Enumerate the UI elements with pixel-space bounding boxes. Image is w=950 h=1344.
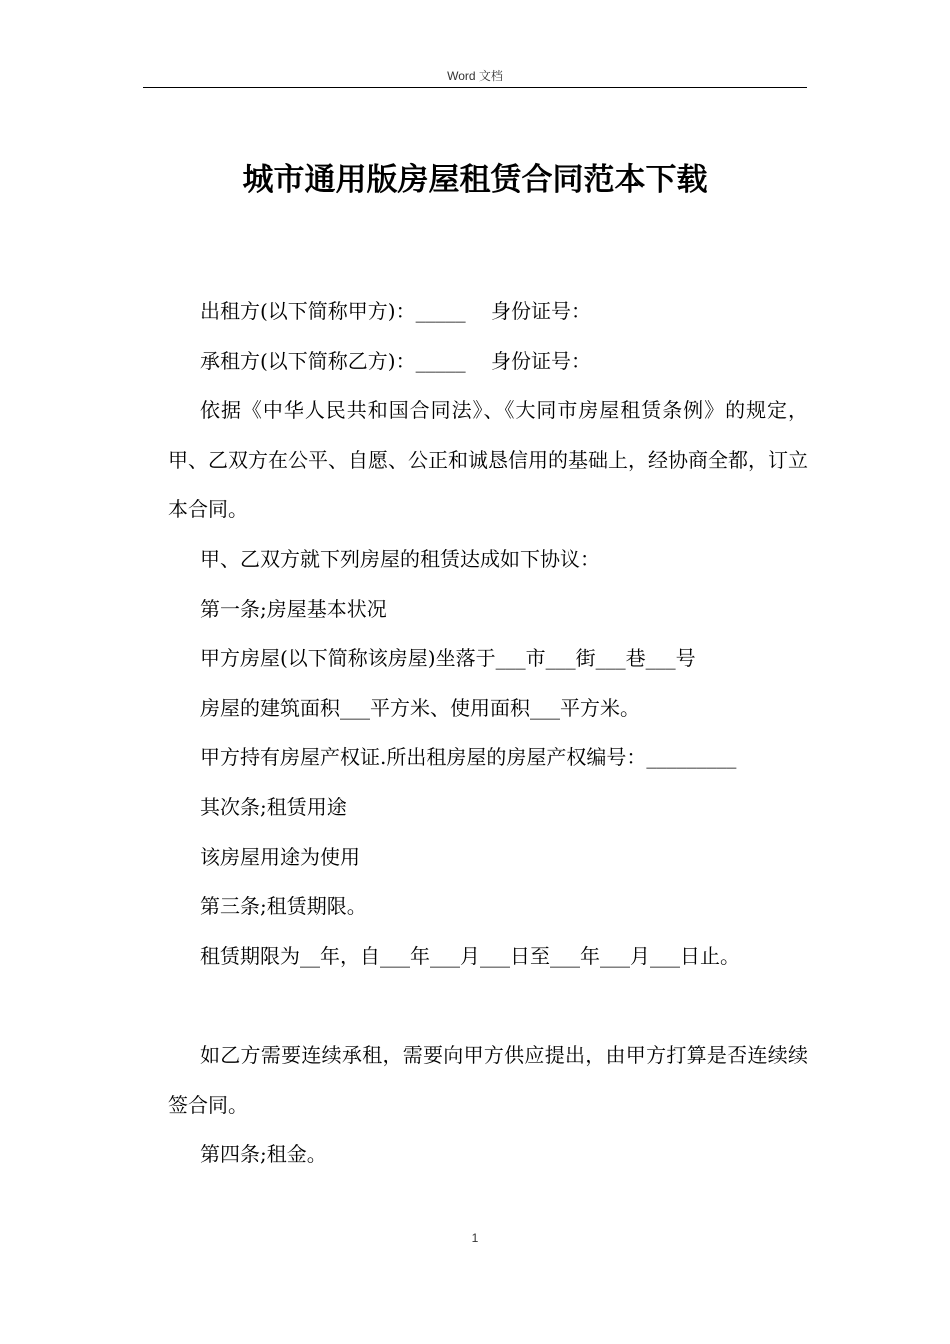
document-title: 城市通用版房屋租赁合同范本下载 xyxy=(242,162,708,198)
blank-line xyxy=(168,981,808,1031)
paragraph-lessor: 出租方(以下简称甲方)：_____ 身份证号： xyxy=(200,299,592,323)
paragraph-term: 租赁期限为__年，自___年___月___日至___年___月___日止。 xyxy=(200,943,740,968)
paragraph-agreement: 甲、乙双方就下列房屋的租赁达成如下协议： xyxy=(200,546,600,571)
article-2-heading: 其次条;租赁用途 xyxy=(200,794,347,819)
page-number: 1 xyxy=(471,1231,479,1245)
article-4-heading: 第四条;租金。 xyxy=(200,1142,327,1167)
page-header: Word 文档 xyxy=(447,69,503,83)
header-divider xyxy=(143,87,807,88)
document-body xyxy=(168,287,808,1180)
paragraph-property-cert: 甲方持有房屋产权证.所出租房屋的房屋产权编号：_________ xyxy=(200,745,737,770)
paragraph-renewal: 如乙方需要连续承租，需要向甲方供应提出，由甲方打算是否连续续签合同。 xyxy=(168,1042,808,1117)
paragraph-location: 甲方房屋(以下简称该房屋)坐落于___市___街___巷___号 xyxy=(200,646,696,671)
paragraph-usage: 该房屋用途为使用 xyxy=(200,844,360,869)
paragraph-basis: 依据《中华人民共和国合同法》、《大同市房屋租赁条例》的规定，甲、乙双方在公平、自愿、公正和诚恳信用的基础上，经协商全都，订立本合同。 xyxy=(168,398,808,522)
article-3-heading: 第三条;租赁期限。 xyxy=(200,894,367,919)
paragraph-lessee: 承租方(以下简称乙方)：_____ 身份证号： xyxy=(200,348,592,373)
article-1-heading: 第一条;房屋基本状况 xyxy=(200,596,387,621)
paragraph-area: 房屋的建筑面积___平方米、使用面积___平方米。 xyxy=(200,695,640,720)
